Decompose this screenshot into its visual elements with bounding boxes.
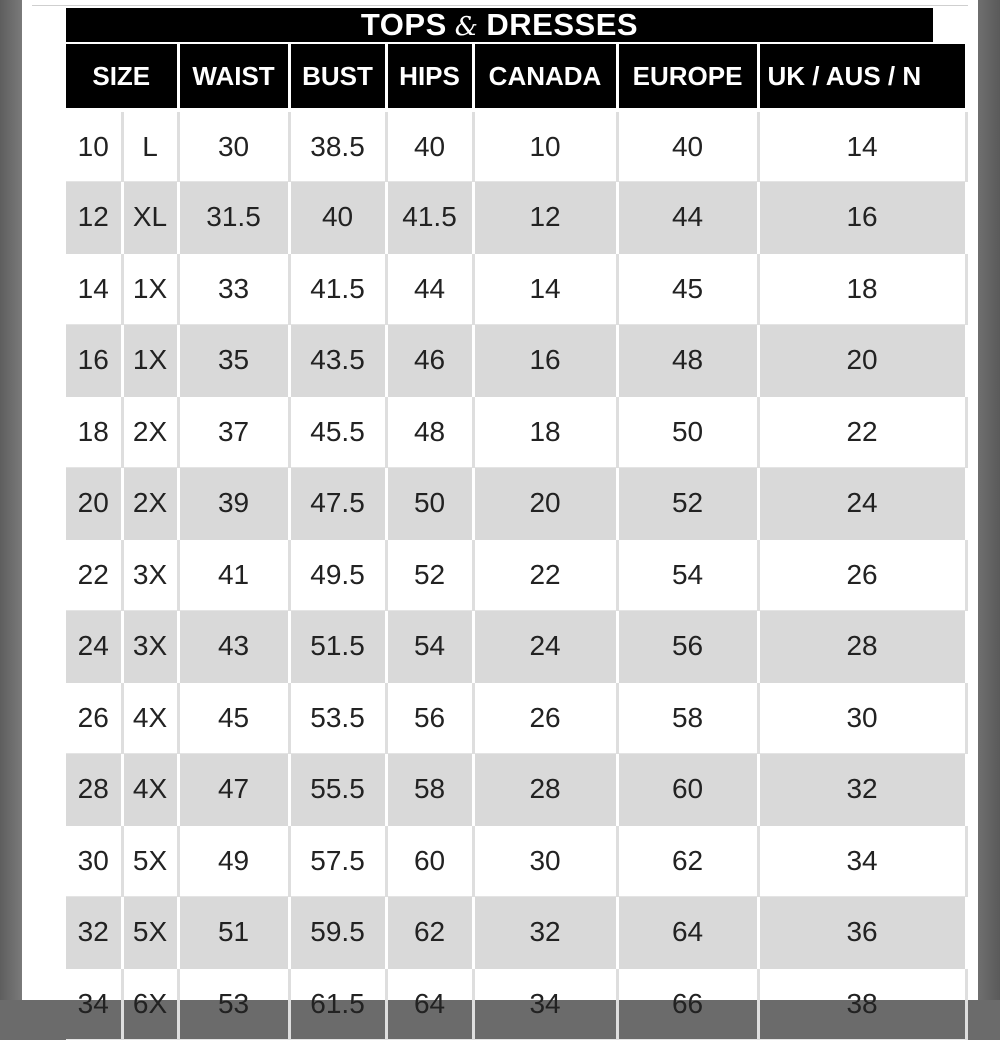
- cell-waist: 31.5: [178, 182, 289, 254]
- cell-size-number: 30: [66, 825, 122, 897]
- cell-size-number: 18: [66, 396, 122, 468]
- cell-bust: 59.5: [289, 897, 386, 969]
- title-left: TOPS: [360, 7, 447, 42]
- size-chart: [66, 7, 933, 1019]
- cell-uk-aus-nz: 20: [758, 325, 966, 397]
- cell-uk-aus-nz: 26: [758, 539, 966, 611]
- cell-bust: 57.5: [289, 825, 386, 897]
- cell-bust: 45.5: [289, 396, 386, 468]
- cell-europe: 48: [617, 325, 758, 397]
- cell-europe: 64: [617, 897, 758, 969]
- table-row: [66, 611, 966, 683]
- header-waist: WAIST: [178, 44, 289, 110]
- title-ampersand: &: [454, 12, 479, 42]
- cell-europe: 50: [617, 396, 758, 468]
- cell-canada: 18: [473, 396, 617, 468]
- cell-hips: 56: [386, 682, 473, 754]
- cell-size-number: 20: [66, 468, 122, 540]
- right-window-edge: [978, 0, 1000, 1000]
- table-row: [66, 253, 966, 325]
- cell-bust: 51.5: [289, 611, 386, 683]
- cell-canada: 32: [473, 897, 617, 969]
- cell-canada: 26: [473, 682, 617, 754]
- cell-europe: 58: [617, 682, 758, 754]
- cell-waist: 45: [178, 682, 289, 754]
- cell-uk-aus-nz: 38: [758, 968, 966, 1040]
- cell-uk-aus-nz: 28: [758, 611, 966, 683]
- cell-europe: 66: [617, 968, 758, 1040]
- cell-waist: 39: [178, 468, 289, 540]
- cell-waist: 30: [178, 110, 289, 182]
- table-row: [66, 682, 966, 754]
- cell-size-number: 12: [66, 182, 122, 254]
- cell-uk-aus-nz: 34: [758, 825, 966, 897]
- cell-size-letter: 3X: [122, 539, 178, 611]
- cell-uk-aus-nz: 16: [758, 182, 966, 254]
- cell-waist: 35: [178, 325, 289, 397]
- cell-waist: 49: [178, 825, 289, 897]
- page: [22, 0, 978, 1019]
- title-right: DRESSES: [486, 7, 639, 42]
- table-row: [66, 468, 966, 540]
- table-row: [66, 968, 966, 1040]
- cell-hips: 48: [386, 396, 473, 468]
- cell-hips: 50: [386, 468, 473, 540]
- cell-uk-aus-nz: 32: [758, 754, 966, 826]
- cell-bust: 38.5: [289, 110, 386, 182]
- header-hips: HIPS: [386, 44, 473, 110]
- cell-hips: 64: [386, 968, 473, 1040]
- table-row: [66, 396, 966, 468]
- cell-bust: 53.5: [289, 682, 386, 754]
- cell-hips: 60: [386, 825, 473, 897]
- cell-hips: 52: [386, 539, 473, 611]
- cell-canada: 24: [473, 611, 617, 683]
- cell-size-number: 10: [66, 110, 122, 182]
- cell-uk-aus-nz: 22: [758, 396, 966, 468]
- cell-europe: 56: [617, 611, 758, 683]
- cell-hips: 54: [386, 611, 473, 683]
- cell-size-number: 22: [66, 539, 122, 611]
- header-canada: CANADA: [473, 44, 617, 110]
- cell-uk-aus-nz: 30: [758, 682, 966, 754]
- cell-canada: 22: [473, 539, 617, 611]
- cell-europe: 62: [617, 825, 758, 897]
- cell-size-letter: 5X: [122, 825, 178, 897]
- cell-waist: 53: [178, 968, 289, 1040]
- table-body: [66, 110, 966, 1040]
- cell-size-number: 32: [66, 897, 122, 969]
- cell-size-number: 34: [66, 968, 122, 1040]
- cell-bust: 49.5: [289, 539, 386, 611]
- cell-bust: 43.5: [289, 325, 386, 397]
- cell-bust: 40: [289, 182, 386, 254]
- cell-size-letter: 3X: [122, 611, 178, 683]
- cell-size-letter: 2X: [122, 396, 178, 468]
- top-divider: [32, 5, 968, 6]
- cell-europe: 40: [617, 110, 758, 182]
- size-table: [66, 44, 968, 1040]
- cell-uk-aus-nz: 14: [758, 110, 966, 182]
- cell-canada: 34: [473, 968, 617, 1040]
- cell-size-letter: L: [122, 110, 178, 182]
- header-bust: BUST: [289, 44, 386, 110]
- chart-title: [66, 8, 933, 44]
- cell-canada: 12: [473, 182, 617, 254]
- cell-uk-aus-nz: 18: [758, 253, 966, 325]
- cell-hips: 58: [386, 754, 473, 826]
- cell-bust: 41.5: [289, 253, 386, 325]
- cell-size-number: 26: [66, 682, 122, 754]
- cell-waist: 33: [178, 253, 289, 325]
- cell-canada: 10: [473, 110, 617, 182]
- left-window-edge: [0, 0, 22, 1000]
- cell-europe: 60: [617, 754, 758, 826]
- table-row: [66, 110, 966, 182]
- cell-size-number: 14: [66, 253, 122, 325]
- cell-bust: 61.5: [289, 968, 386, 1040]
- cell-bust: 47.5: [289, 468, 386, 540]
- cell-waist: 47: [178, 754, 289, 826]
- cell-hips: 44: [386, 253, 473, 325]
- cell-waist: 43: [178, 611, 289, 683]
- header-europe: EUROPE: [617, 44, 758, 110]
- table-row: [66, 325, 966, 397]
- cell-size-letter: 2X: [122, 468, 178, 540]
- cell-canada: 30: [473, 825, 617, 897]
- cell-uk-aus-nz: 24: [758, 468, 966, 540]
- cell-europe: 52: [617, 468, 758, 540]
- cell-size-number: 24: [66, 611, 122, 683]
- cell-size-letter: 5X: [122, 897, 178, 969]
- cell-waist: 51: [178, 897, 289, 969]
- cell-europe: 44: [617, 182, 758, 254]
- table-row: [66, 897, 966, 969]
- cell-hips: 40: [386, 110, 473, 182]
- cell-size-letter: 1X: [122, 253, 178, 325]
- cell-europe: 54: [617, 539, 758, 611]
- cell-size-number: 28: [66, 754, 122, 826]
- cell-size-number: 16: [66, 325, 122, 397]
- cell-uk-aus-nz: 36: [758, 897, 966, 969]
- table-row: [66, 539, 966, 611]
- cell-canada: 14: [473, 253, 617, 325]
- cell-hips: 41.5: [386, 182, 473, 254]
- cell-waist: 37: [178, 396, 289, 468]
- cell-size-letter: 4X: [122, 682, 178, 754]
- table-row: [66, 182, 966, 254]
- header-size: SIZE: [66, 44, 178, 110]
- cell-size-letter: 6X: [122, 968, 178, 1040]
- table-row: [66, 754, 966, 826]
- cell-canada: 16: [473, 325, 617, 397]
- cell-size-letter: 4X: [122, 754, 178, 826]
- table-header: [66, 44, 966, 110]
- cell-size-letter: 1X: [122, 325, 178, 397]
- table-row: [66, 825, 966, 897]
- cell-hips: 46: [386, 325, 473, 397]
- cell-bust: 55.5: [289, 754, 386, 826]
- cell-hips: 62: [386, 897, 473, 969]
- cell-waist: 41: [178, 539, 289, 611]
- cell-canada: 28: [473, 754, 617, 826]
- cell-europe: 45: [617, 253, 758, 325]
- cell-canada: 20: [473, 468, 617, 540]
- cell-size-letter: XL: [122, 182, 178, 254]
- header-uk-aus-nz: UK / AUS / N: [758, 44, 966, 110]
